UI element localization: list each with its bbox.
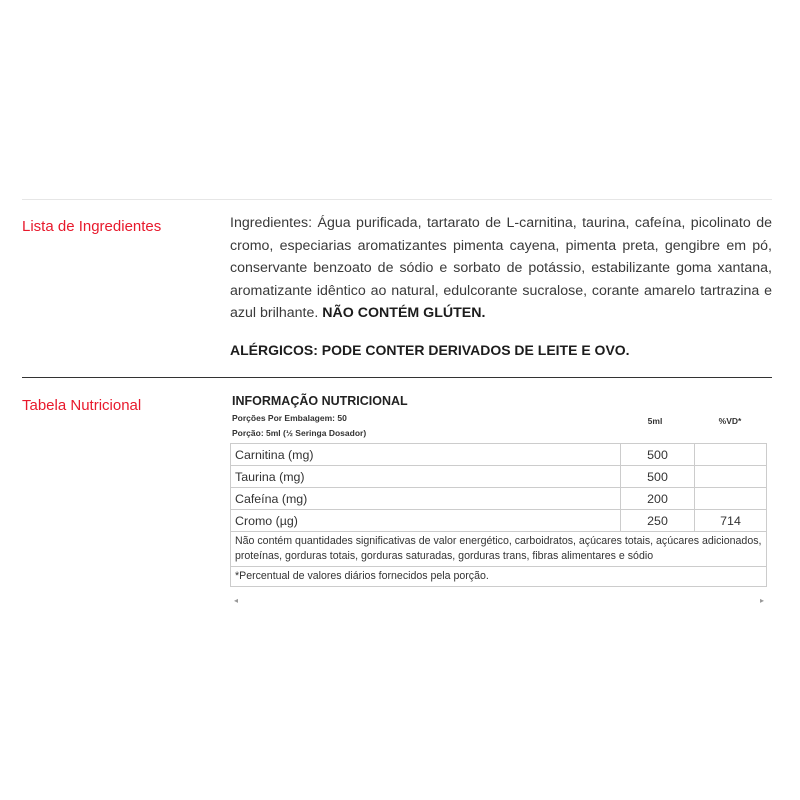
scroll-left-arrow-icon[interactable]: ◂ bbox=[234, 596, 239, 605]
table-row-note bbox=[231, 532, 767, 567]
table-row bbox=[231, 510, 767, 532]
nutrient-amount: 200 bbox=[621, 488, 695, 510]
ingredients-text: Ingredientes: Água purificada, tartarato de L-carnitina, taurina, cafeína, picolinato de cromo, especiarias aromatizantes pimenta cayena, pimenta preta, gengibre em pó, conservante benzoato de sódio e sorbato de potássio, estabilizante goma xantana, aromatizante idêntico ao natural, edulcorante sucralose, corante amarelo tartrazina e azul brilhante. bbox=[230, 215, 772, 322]
top-divider bbox=[22, 199, 772, 200]
table-row bbox=[231, 444, 767, 466]
table-row-footnote bbox=[231, 567, 767, 587]
nutrient-amount: 250 bbox=[621, 510, 695, 532]
nutrition-footnote: *Percentual de valores diários fornecidos pela porção. bbox=[231, 567, 767, 587]
table-row bbox=[231, 488, 767, 510]
servings-per-package: Porções Por Embalagem: 50 bbox=[232, 413, 347, 423]
nutrient-name: Cafeína (mg) bbox=[231, 488, 621, 510]
nutrient-vd: 714 bbox=[695, 510, 767, 532]
section-divider bbox=[22, 377, 772, 378]
ingredients-text-block bbox=[230, 212, 772, 325]
scroll-right-arrow-icon[interactable]: ▸ bbox=[760, 596, 765, 605]
ingredients-section-label: Lista de Ingredientes bbox=[22, 218, 162, 235]
nutrition-table bbox=[230, 443, 767, 587]
nutrition-title: INFORMAÇÃO NUTRICIONAL bbox=[232, 394, 408, 408]
nutrient-name: Cromo (µg) bbox=[231, 510, 621, 532]
nutrient-name: Taurina (mg) bbox=[231, 466, 621, 488]
allergens-notice: ALÉRGICOS: PODE CONTER DERIVADOS DE LEITE E OVO. bbox=[230, 342, 630, 358]
portion-size: Porção: 5ml (½ Seringa Dosador) bbox=[232, 428, 367, 438]
nutrient-name: Carnitina (mg) bbox=[231, 444, 621, 466]
column-header-amount: 5ml bbox=[647, 416, 663, 426]
nutrition-note: Não contém quantidades significativas de valor energético, carboidratos, açúcares totais, açúcares adicionados, proteínas, gorduras totais, gorduras saturadas, gorduras trans, fibras alimentares e sódio bbox=[231, 532, 767, 567]
nutrient-amount: 500 bbox=[621, 466, 695, 488]
table-row bbox=[231, 466, 767, 488]
gluten-notice: NÃO CONTÉM GLÚTEN. bbox=[322, 305, 486, 322]
nutrient-amount: 500 bbox=[621, 444, 695, 466]
nutrient-vd bbox=[695, 444, 767, 466]
nutrient-vd bbox=[695, 488, 767, 510]
nutrition-section-label: Tabela Nutricional bbox=[22, 397, 142, 414]
nutrient-vd bbox=[695, 466, 767, 488]
column-header-vd: %VD* bbox=[718, 416, 742, 426]
